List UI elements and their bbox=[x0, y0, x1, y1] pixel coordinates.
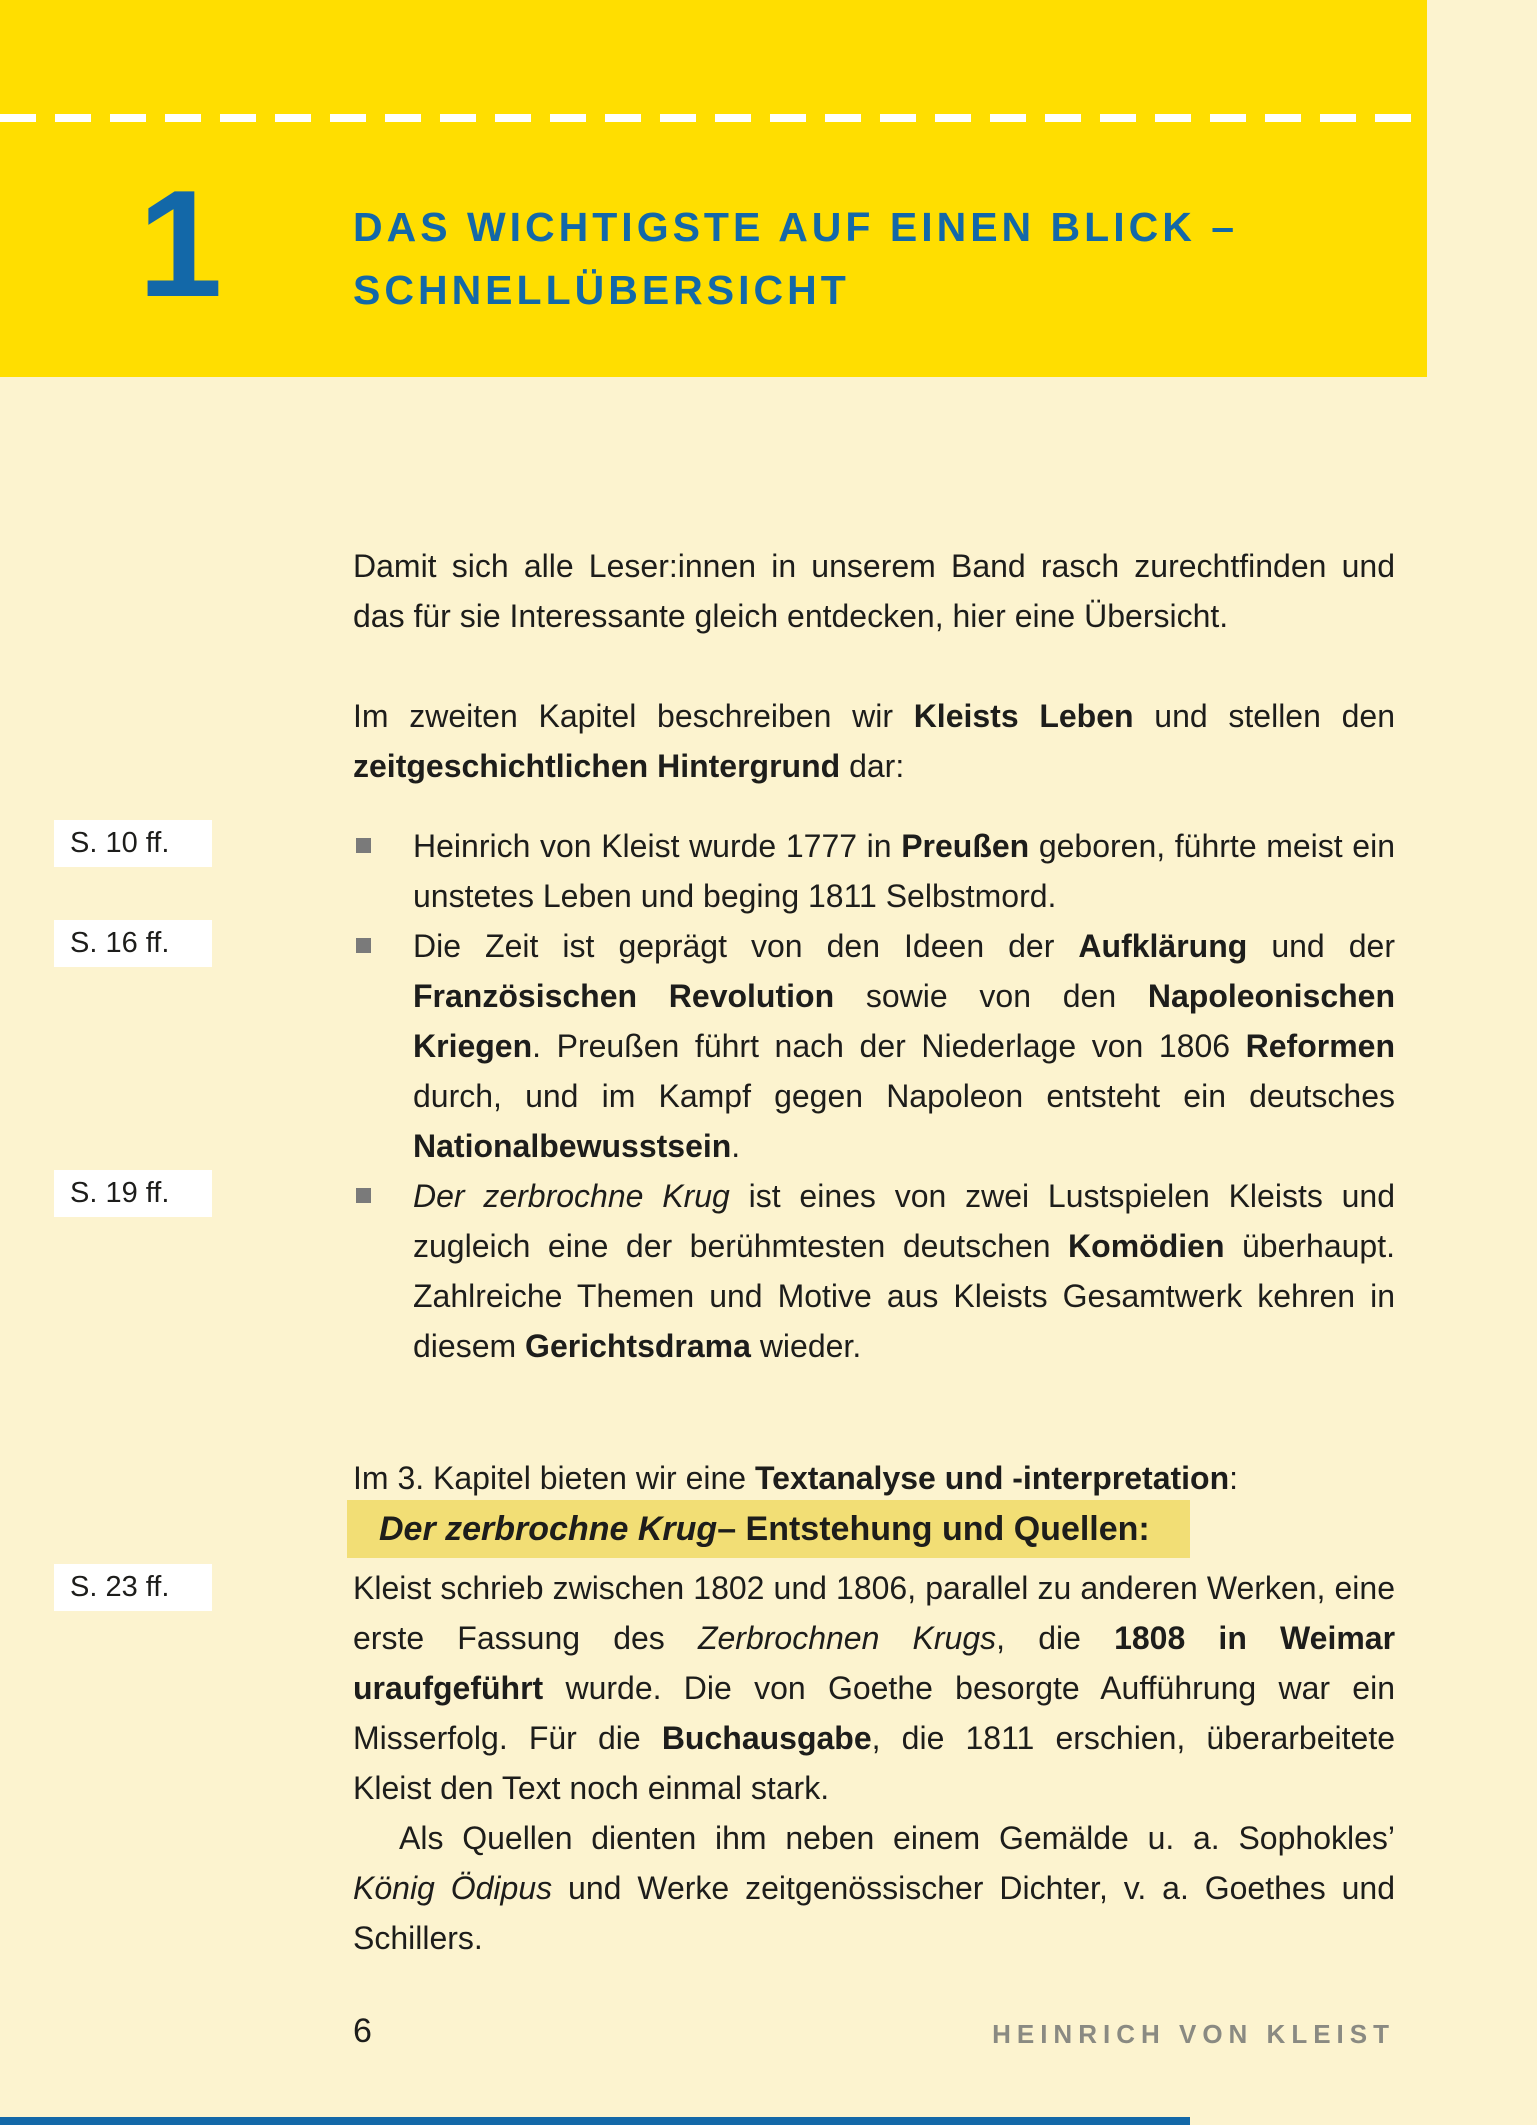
chapter2-intro-paragraph: Im zweiten Kapitel beschreiben wir Kleists Leben und stellen den zeitgeschichtlichen Hintergrund dar: bbox=[353, 698, 1396, 784]
chapter3-intro-paragraph: Im 3. Kapitel bieten wir eine Textanalyse und -interpretation: bbox=[353, 1460, 1239, 1496]
entstehung-paragraph-2: Als Quellen dienten ihm neben einem Gemälde u. a. Sophokles’ König Ödipus und Werke zeitgenössischer Dichter, v. a. Goethes und Schillers. bbox=[353, 1820, 1396, 1956]
margin-label-s23: S. 23 ff. bbox=[54, 1564, 212, 1611]
intro-paragraph: Damit sich alle Leser:innen in unserem Band rasch zurechtfinden und das für sie Interessante gleich entdecken, hier eine Übersicht. bbox=[353, 548, 1395, 634]
dashed-divider bbox=[0, 114, 1427, 122]
margin-label-s10: S. 10 ff. bbox=[54, 820, 212, 867]
bullet-text: Der zerbrochne Krug ist eines von zwei Lustspielen Kleists und zugleich eine der berühmtesten deutschen Komödien überhaupt. Zahlreiche Themen und Motive aus Kleists Gesamtwerk kehren in diesem Gerichtsdrama wieder. bbox=[413, 1178, 1396, 1364]
entstehung-section bbox=[353, 1563, 1395, 1963]
chapter-title-line1: DAS WICHTIGSTE AUF EINEN BLICK – bbox=[353, 204, 1238, 250]
chapter-number: 1 bbox=[138, 159, 223, 329]
bullet-text: Heinrich von Kleist wurde 1777 in Preußen geboren, führte meist ein unstetes Leben und beging 1811 Selbstmord. bbox=[413, 828, 1396, 914]
bullet-text: Die Zeit ist geprägt von den Ideen der Aufklärung und der Französischen Revolution sowie von den Napoleonischen Kriegen. Preußen führt nach der Niederlage von 1806 Reformen durch, und im Kampf gegen Napoleon entsteht ein deutsches Nationalbewusstsein. bbox=[413, 928, 1396, 1164]
footer-page-number: 6 bbox=[353, 2012, 372, 2050]
chapter-header bbox=[0, 0, 1427, 377]
chapter-title-line2: SCHNELLÜBERSICHT bbox=[353, 267, 850, 313]
highlighted-subheading: Der zerbrochne Krug – Entstehung und Quellen: bbox=[347, 1500, 1190, 1558]
entstehung-paragraph-1: Kleist schrieb zwischen 1802 und 1806, parallel zu anderen Werken, eine erste Fassung des Zerbrochnen Krugs, die 1808 in Weimar uraufgeführt wurde. Die von Goethe besorgte Aufführung war ein Misserfolg. Für die Buchausgabe, die 1811 erschien, überarbeitete Kleist den Text noch einmal stark. bbox=[353, 1570, 1396, 1806]
bullet-list bbox=[353, 821, 1395, 1371]
footer-accent-bar bbox=[0, 2117, 1190, 2125]
bullet-item-zeitgeschichte bbox=[353, 921, 1395, 1171]
chapter-title bbox=[353, 196, 1238, 322]
square-bullet-icon bbox=[356, 1188, 371, 1203]
margin-label-s16: S. 16 ff. bbox=[54, 920, 212, 967]
square-bullet-icon bbox=[356, 938, 371, 953]
footer-running-title: HEINRICH VON KLEIST bbox=[992, 2019, 1395, 2049]
margin-label-s19: S. 19 ff. bbox=[54, 1170, 212, 1217]
bullet-item-kleist-leben bbox=[353, 821, 1395, 921]
square-bullet-icon bbox=[356, 838, 371, 853]
bullet-item-zerbrochne-krug bbox=[353, 1171, 1395, 1371]
